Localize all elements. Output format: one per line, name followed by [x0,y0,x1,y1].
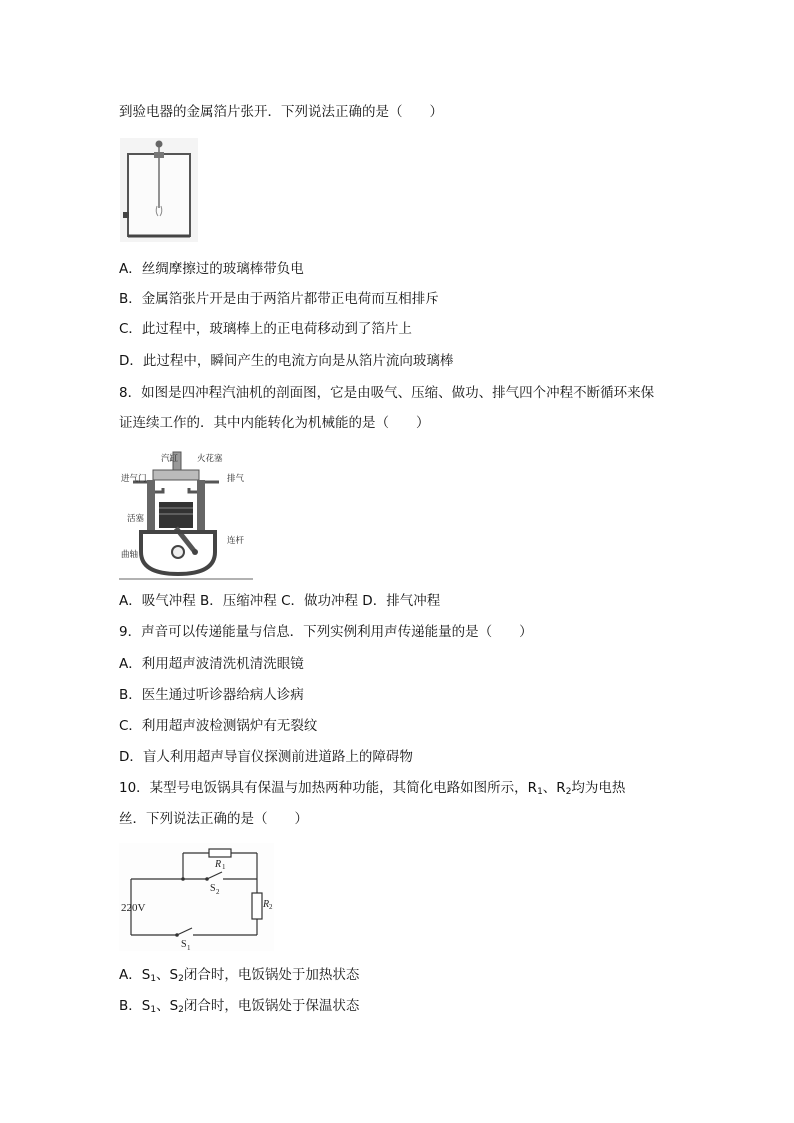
q10-a-s2-index: 2 [178,974,184,984]
q10-option-b [119,997,359,1019]
q10-stem-part-b: 均为电热 [571,780,626,796]
q9-stem: 9．声音可以传递能量与信息．下列实例利用声传递能量的是（ ） [119,624,533,640]
q9-option-d: D．盲人利用超声导盲仪探测前进道路上的障碍物 [119,749,413,765]
q7-option-b: B．金属箔张片开是由于两箔片都带正电荷而互相排斥 [119,291,439,307]
q10-b-pre: B．S [119,998,151,1014]
q7-option-c: C．此过程中，玻璃棒上的正电荷移动到了箔片上 [119,321,412,337]
q10-b-post: 闭合时，电饭锅处于保温状态 [183,998,360,1014]
q8-stem-line2: 证连续工作的．其中内能转化为机械能的是（ ） [119,415,430,431]
q10-stem-sep: 、R [542,780,566,796]
q10-r1-subscript: 1 [537,787,543,797]
electroscope-figure [120,138,198,242]
q10-a-mid: 、S [156,967,179,983]
q10-stem-line1 [119,779,625,801]
q10-a-s1-index: 1 [150,974,157,984]
circuit-r1-index: 1 [222,863,226,871]
q10-b-mid: 、S [156,998,179,1014]
q10-stem-part-a: 10．某型号电饭锅具有保温与加热两种功能，其简化电路如图所示，R [119,780,538,796]
q9-option-b: B．医生通过听诊器给病人诊病 [119,687,304,703]
engine-label-intake: 进气门 [121,474,147,484]
q10-a-post: 闭合时，电饭锅处于加热状态 [183,967,360,983]
circuit-s2-label: S [210,883,216,894]
circuit-r1-label: R [215,859,222,870]
engine-label-cylinder: 汽缸 [161,454,179,464]
engine-label-crankshaft: 曲轴 [121,550,139,560]
q8-options: A．吸气冲程 B．压缩冲程 C．做功冲程 D．排气冲程 [119,593,441,609]
circuit-s1-index: 1 [187,944,191,951]
circuit-s1-label: S [181,939,187,950]
q7-stem-tail: 到验电器的金属箔片张开．下列说法正确的是（ ） [119,104,443,120]
engine-label-spark-plug: 火花塞 [197,454,223,464]
q10-option-a [119,966,359,988]
engine-label-exhaust: 排气 [227,474,245,484]
q10-r2-subscript: 2 [565,787,572,797]
circuit-figure [119,843,274,951]
q10-stem-line2: 丝．下列说法正确的是（ ） [119,811,308,827]
q10-b-s2-index: 2 [178,1005,184,1015]
circuit-r2-index: 2 [269,903,273,911]
engine-label-rod: 连杆 [227,536,245,546]
q9-option-a: A．利用超声波清洗机清洗眼镜 [119,656,304,672]
q8-stem-line1: 8．如图是四冲程汽油机的剖面图，它是由吸气、压缩、做功、排气四个冲程不断循环来保 [119,385,655,401]
circuit-r2-label: R [263,899,270,910]
q7-option-a: A．丝绸摩擦过的玻璃棒带负电 [119,261,304,277]
q7-option-d: D．此过程中，瞬间产生的电流方向是从箔片流向玻璃棒 [119,353,454,369]
engine-label-piston: 活塞 [127,514,145,524]
circuit-voltage-label: 220V [121,902,146,914]
q9-option-c: C．利用超声波检测锅炉有无裂纹 [119,718,318,734]
engine-figure [119,448,253,580]
circuit-s2-index: 2 [216,888,220,896]
q10-b-s1-index: 1 [150,1005,157,1015]
q10-a-pre: A．S [119,967,151,983]
